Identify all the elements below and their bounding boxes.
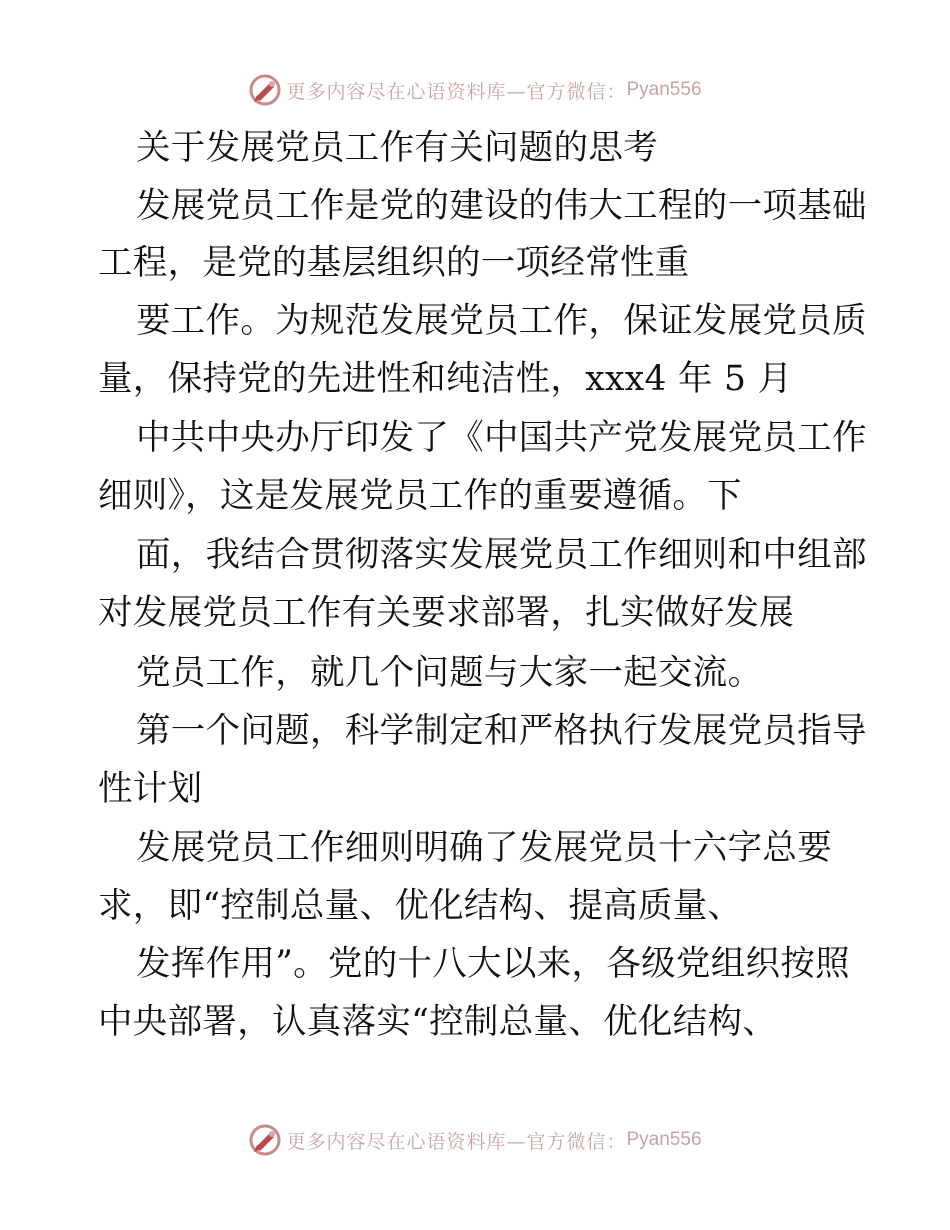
text-line: 工程，是党的基层组织的一项经常性重 xyxy=(98,243,690,283)
watermark-logo-icon xyxy=(248,73,282,107)
watermark-logo-icon xyxy=(248,1123,282,1157)
header-watermark xyxy=(0,70,950,110)
text-line: 面，我结合贯彻落实发展党员工作细则和中组部 xyxy=(136,535,867,575)
watermark-text: 更多内容尽在心语资料库—官方微信： xyxy=(286,1130,627,1153)
section-heading: 第一个问题，科学制定和严格执行发展党员指导 xyxy=(136,711,867,751)
text-line: 发展党员工作是党的建设的伟大工程的一项基础 xyxy=(136,186,867,226)
text-line: 中共中央办厅印发了《中国共产党发展党员工作 xyxy=(136,418,867,458)
section-heading: 性计划 xyxy=(98,769,203,809)
watermark-wechat-id: Pyan556 xyxy=(626,79,702,100)
text-line: 中央部署，认真落实“控制总量、优化结构、 xyxy=(98,1002,778,1042)
text-line: 求，即“控制总量、优化结构、提高质量、 xyxy=(98,886,743,926)
text-line: 发挥作用”。党的十八大以来，各级党组织按照 xyxy=(136,944,850,984)
text-line: 量，保持党的先进性和纯洁性，xxx4 年 5 月 xyxy=(98,359,793,399)
watermark-text: 更多内容尽在心语资料库—官方微信： xyxy=(286,80,627,103)
text-line: 要工作。为规范发展党员工作，保证发展党员质 xyxy=(136,301,867,341)
footer-watermark xyxy=(0,1120,950,1160)
text-line: 发展党员工作细则明确了发展党员十六字总要 xyxy=(136,828,832,868)
watermark-wechat-id: Pyan556 xyxy=(626,1129,702,1150)
document-title: 关于发展党员工作有关问题的思考 xyxy=(136,128,658,168)
text-line: 细则》，这是发展党员工作的重要遵循。下 xyxy=(98,476,742,516)
text-line: 党员工作，就几个问题与大家一起交流。 xyxy=(136,653,763,693)
text-line: 对发展党员工作有关要求部署，扎实做好发展 xyxy=(98,593,794,633)
